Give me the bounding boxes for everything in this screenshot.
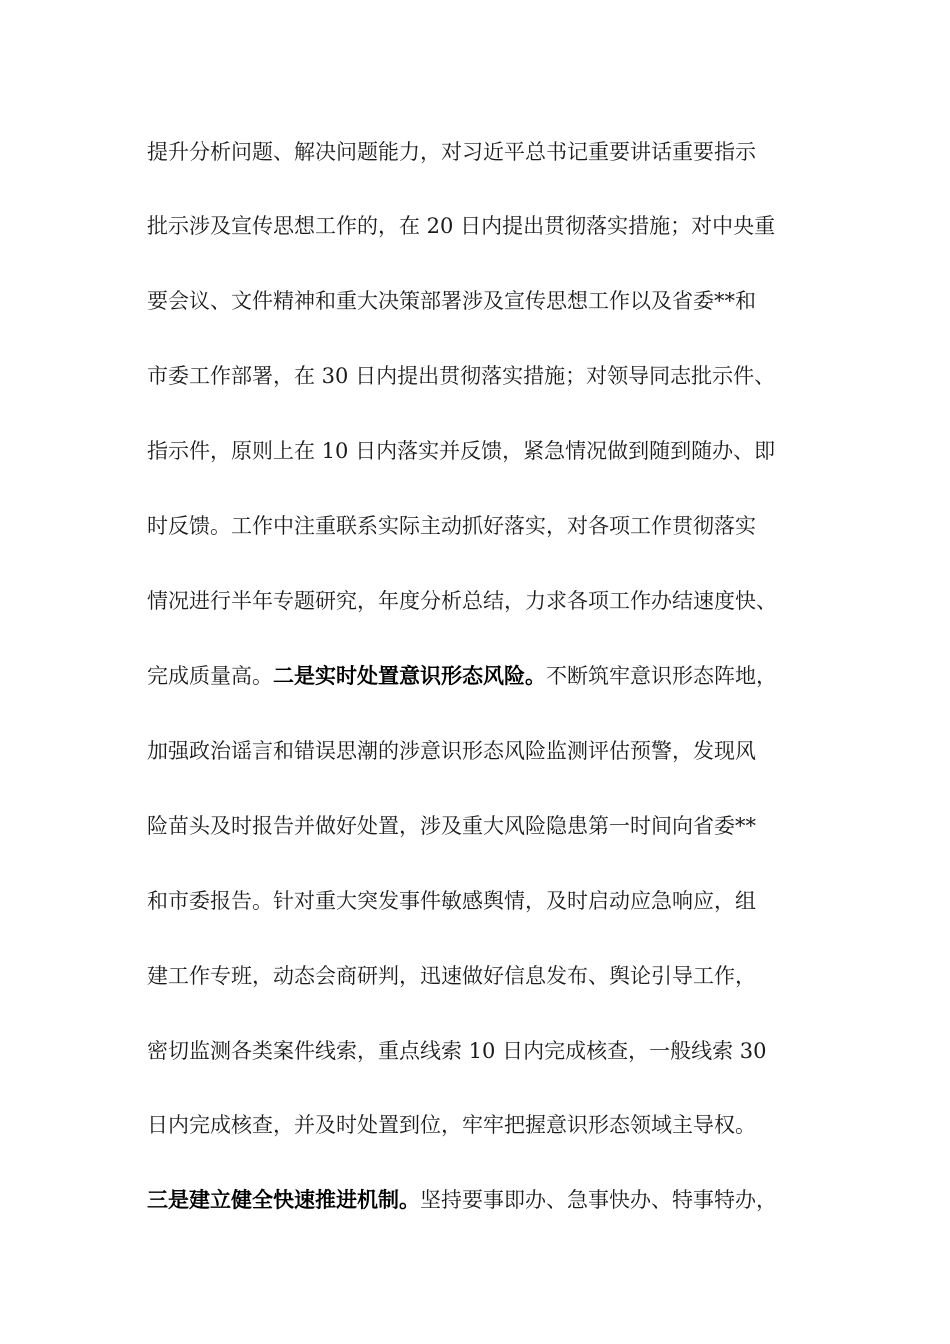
text-run: 指示件，原则上在 10 日内落实并反馈，紧急情况做到随到随办、即 bbox=[147, 439, 776, 463]
text-run: 建工作专班，动态会商研判，迅速做好信息发布、舆论引导工作， bbox=[147, 964, 756, 988]
text-run: 完成质量高。 bbox=[147, 664, 273, 688]
text-line-12 bbox=[147, 961, 827, 991]
text-line-13 bbox=[147, 1036, 827, 1066]
text-line-11 bbox=[147, 886, 827, 916]
text-line-10 bbox=[147, 811, 827, 841]
text-run: 和市委报告。针对重大突发事件敏感舆情，及时启动应急响应，组 bbox=[147, 889, 756, 913]
text-line-7 bbox=[147, 586, 827, 616]
section-heading-3: 三是建立健全快速推进机制。 bbox=[147, 1188, 420, 1212]
text-run: 情况进行半年专题研究，年度分析总结，力求各项工作办结速度快、 bbox=[147, 589, 777, 613]
text-line-14 bbox=[147, 1110, 827, 1140]
text-run: 密切监测各类案件线索，重点线索 10 日内完成核查，一般线索 30 bbox=[147, 1039, 767, 1063]
text-run: 要会议、文件精神和重大决策部署涉及宣传思想工作以及省委**和 bbox=[147, 289, 756, 313]
text-line-2 bbox=[147, 211, 827, 241]
text-line-1 bbox=[147, 137, 827, 167]
text-run: 不断筑牢意识形态阵地， bbox=[546, 664, 777, 688]
text-line-6 bbox=[147, 511, 827, 541]
text-run: 加强政治谣言和错误思潮的涉意识形态风险监测评估预警，发现风 bbox=[147, 739, 756, 763]
text-line-15 bbox=[147, 1185, 827, 1215]
text-line-5 bbox=[147, 436, 827, 466]
text-run: 提升分析问题、解决问题能力，对习近平总书记重要讲话重要指示 bbox=[147, 140, 756, 164]
text-run: 日内完成核查，并及时处置到位，牢牢把握意识形态领域主导权。 bbox=[147, 1113, 756, 1137]
text-line-3 bbox=[147, 286, 827, 316]
text-line-8 bbox=[147, 661, 827, 691]
text-line-4 bbox=[147, 361, 827, 391]
text-run: 批示涉及宣传思想工作的，在 20 日内提出贯彻落实措施；对中央重 bbox=[147, 214, 776, 238]
text-run: 市委工作部署，在 30 日内提出贯彻落实措施；对领导同志批示件、 bbox=[147, 364, 776, 388]
section-heading-2: 二是实时处置意识形态风险。 bbox=[273, 664, 546, 688]
text-run: 险苗头及时报告并做好处置，涉及重大风险隐患第一时间向省委** bbox=[147, 814, 756, 838]
text-run: 坚持要事即办、急事快办、特事特办， bbox=[420, 1188, 777, 1212]
text-line-9 bbox=[147, 736, 827, 766]
text-run: 时反馈。工作中注重联系实际主动抓好落实，对各项工作贯彻落实 bbox=[147, 514, 756, 538]
